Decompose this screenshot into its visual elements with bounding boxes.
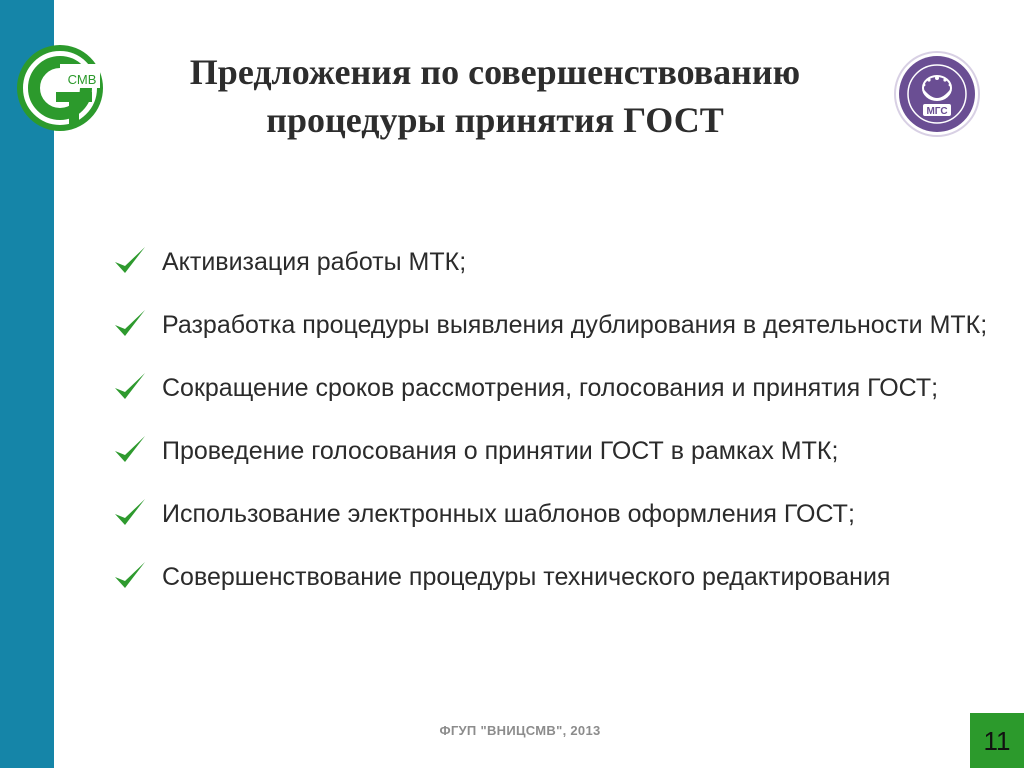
list-item xyxy=(112,370,992,407)
bullet-text: Использование электронных шаблонов оформления ГОСТ; xyxy=(162,500,855,528)
checkmark-icon xyxy=(112,433,148,467)
bullet-text: Сокращение сроков рассмотрения, голосования и принятия ГОСТ; xyxy=(162,374,939,402)
title-line-2: процедуры принятия ГОСТ xyxy=(266,100,724,140)
list-item xyxy=(112,433,992,470)
slide-title xyxy=(110,48,880,144)
checkmark-icon xyxy=(112,307,148,341)
smv-logo-text: СМВ xyxy=(67,72,97,87)
checkmark-icon xyxy=(112,244,148,278)
list-item xyxy=(112,496,992,533)
footer-text: ФГУП "ВНИЦСМВ", 2013 xyxy=(439,723,601,738)
mgs-emblem-text: МГС xyxy=(926,106,948,117)
title-line-1: Предложения по совершенствованию xyxy=(189,52,801,92)
list-item xyxy=(112,559,992,596)
bullet-text: Совершенствование процедуры технического редактирования xyxy=(162,563,891,591)
checkmark-icon xyxy=(112,559,148,593)
list-item xyxy=(112,307,992,344)
bullet-text: Проведение голосования о принятии ГОСТ в рамках МТК; xyxy=(162,437,839,465)
bullet-text: Разработка процедуры выявления дублирования в деятельности МТК; xyxy=(162,311,988,339)
checkmark-icon xyxy=(112,370,148,404)
smv-logo-icon xyxy=(16,44,104,132)
mgs-emblem-icon xyxy=(893,50,981,138)
bullet-text: Активизация работы МТК; xyxy=(162,248,467,276)
checkmark-icon xyxy=(112,496,148,530)
list-item xyxy=(112,244,992,281)
page-number: 11 xyxy=(970,713,1024,768)
bullet-list xyxy=(112,244,992,596)
